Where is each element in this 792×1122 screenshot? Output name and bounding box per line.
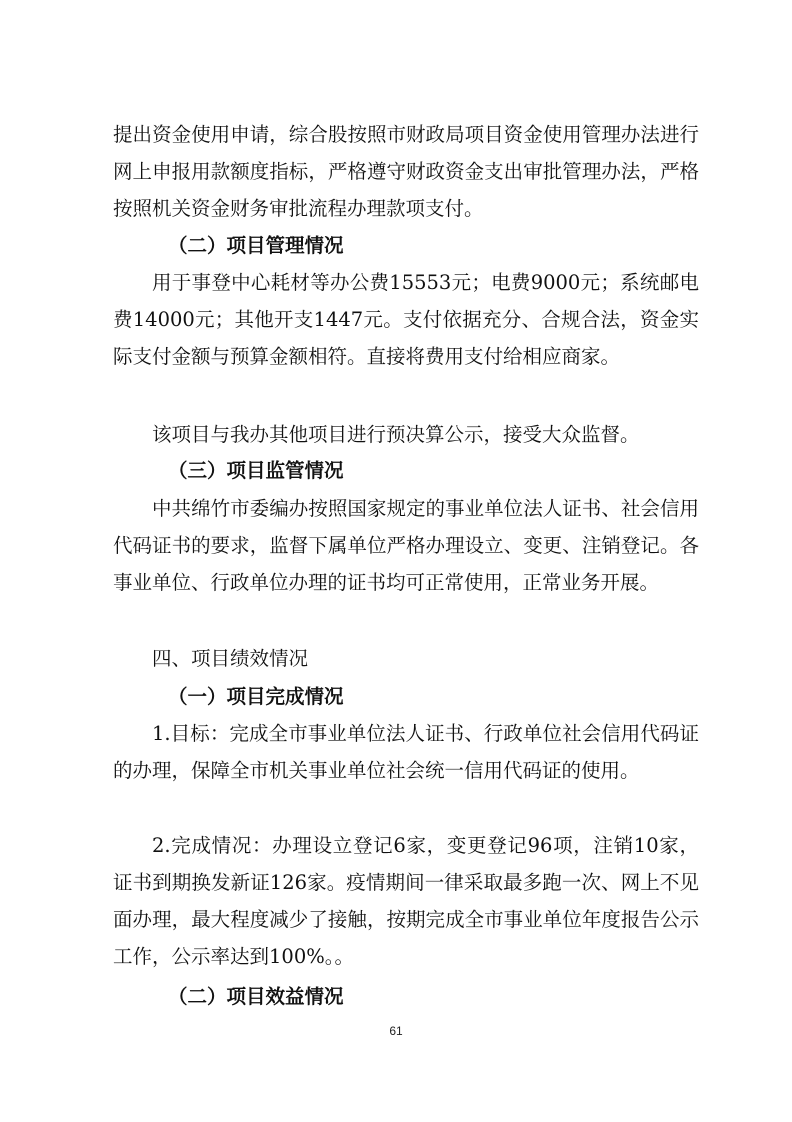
heading-project-benefit: （二）项目效益情况 (168, 985, 344, 1008)
paragraph-fund-application: 提出资金使用申请，综合股按照市财政局项目资金使用管理办法进行网上申报用款额度指标，严格遵守财政资金支出审批管理办法，严格按照机关资金财务审批流程办理款项支付。 (113, 123, 699, 220)
heading-project-management: （二）项目管理情况 (168, 234, 344, 257)
paragraph-project-supervision: 中共绵竹市委编办按照国家规定的事业单位法人证书、社会信用代码证书的要求，监督下属单位严格办理设立、变更、注销登记。各事业单位、行政单位办理的证书均可正常使用，正常业务开展。 (113, 497, 699, 594)
paragraph-goal: 1.目标：完成全市事业单位法人证书、行政单位社会信用代码证的办理，保障全市机关事业单位社会统一信用代码证的使用。 (113, 722, 699, 782)
paragraph-public-disclosure: 该项目与我办其他项目进行预决算公示，接受大众监督。 (152, 423, 640, 446)
heading-performance: 四、项目绩效情况 (152, 647, 309, 670)
heading-project-supervision: （三）项目监管情况 (168, 459, 344, 482)
heading-project-completion: （一）项目完成情况 (168, 685, 344, 708)
paragraph-completion-status: 2.完成情况：办理设立登记6家，变更登记96项，注销10家，证书到期换发新证126家。疫情期间一律采取最多跑一次、网上不见面办理，最大程度减少了接触，按期完成全市事业单位年度报告公示工作，公示率达到100%。。 (113, 834, 699, 968)
page-number: 61 (389, 1024, 403, 1038)
paragraph-project-management: 用于事登中心耗材等办公费15553元；电费9000元；系统邮电费14000元；其他开支1447元。支付依据充分、合规合法，资金实际支付金额与预算金额相符。直接将费用支付给相应商家。 (113, 271, 699, 368)
